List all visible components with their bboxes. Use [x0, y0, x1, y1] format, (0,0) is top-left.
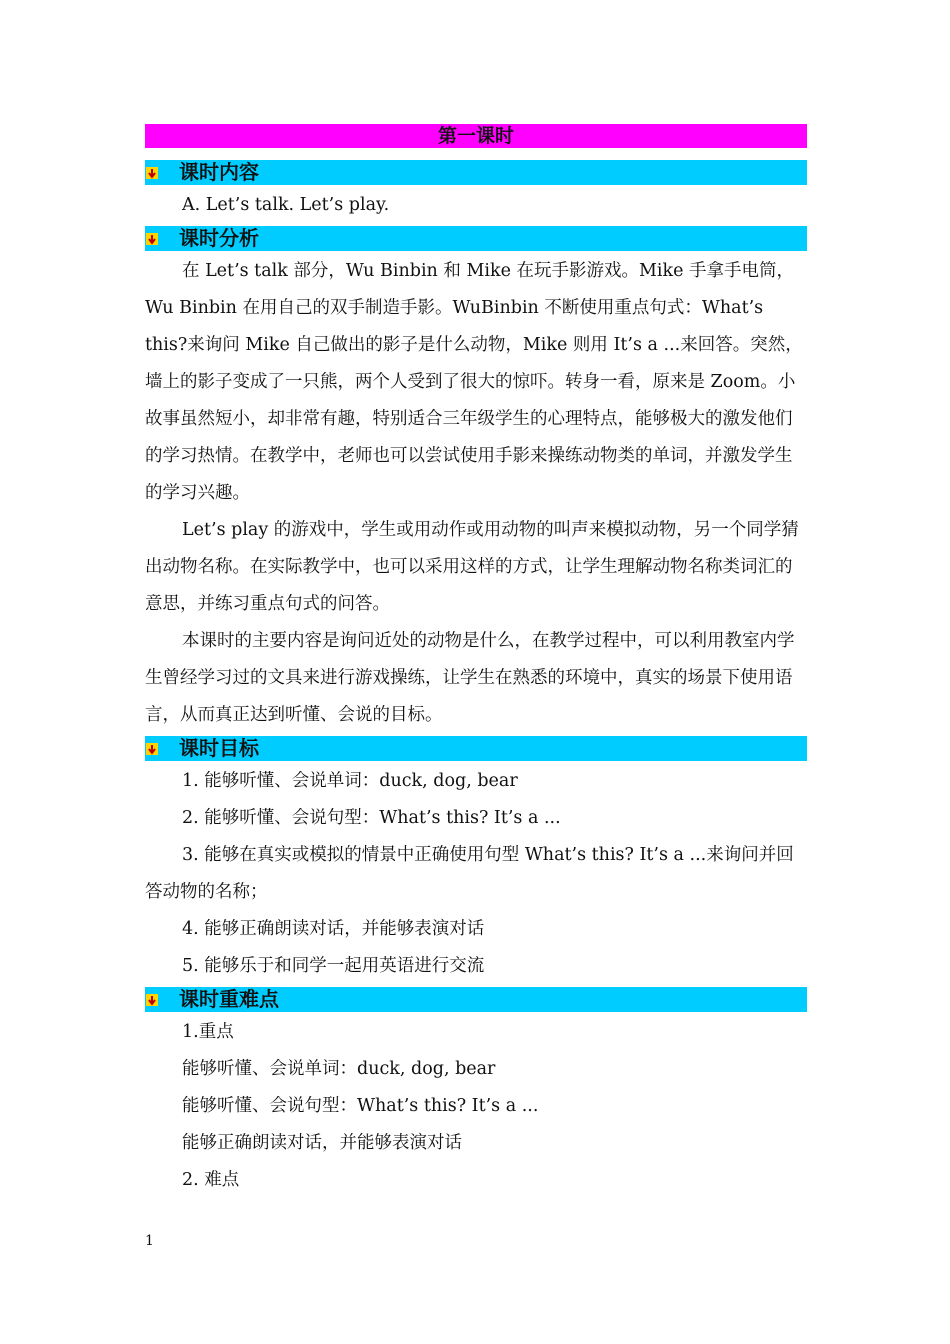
section-heading-content [145, 160, 807, 185]
section-heading-analysis [145, 226, 807, 251]
analysis-paragraph-1: 在 Let’s talk 部分，Wu Binbin 和 Mike 在玩手影游戏。Mike 手拿手电筒，Wu Binbin 在用自己的双手制造手影。WuBinbin 不断使用重点句式：What’s this?来询问 Mike 自己做出的影子是什么动物，Mike 则用 It’s a ...来回答。突然，墙上的影子变成了一只熊，两个人受到了很大的惊吓。转身一看，原来是 Zoom。小故事虽然短小，却非常有趣，特别适合三年级学生的心理特点，能够极大的激发他们的学习热情。在教学中，老师也可以尝试使用手影来操练动物类的单词，并激发学生的学习兴趣。 [145, 261, 803, 503]
section-heading-keypoints [145, 987, 807, 1012]
bullet-icon [145, 742, 159, 756]
goal-item: 1. 能够听懂、会说单词：duck, dog, bear [182, 771, 518, 791]
goal-item: 4. 能够正确朗读对话，并能够表演对话 [182, 919, 485, 939]
section-title: 课时目标 [179, 736, 259, 760]
key-label: 1.重点 [182, 1022, 234, 1042]
page-number: 1 [145, 1233, 154, 1249]
key-item: 能够听懂、会说句型：What’s this? It’s a ... [182, 1096, 539, 1116]
bullet-icon [145, 993, 159, 1007]
section-title: 课时分析 [179, 226, 259, 250]
section-title: 课时重难点 [179, 987, 279, 1011]
document-page [145, 124, 807, 1199]
section-heading-goals [145, 736, 807, 761]
section-title: 课时内容 [179, 160, 259, 184]
bullet-icon [145, 232, 159, 246]
goal-item: 2. 能够听懂、会说句型：What’s this? It’s a ... [182, 808, 561, 828]
analysis-paragraph-2: Let’s play 的游戏中，学生或用动作或用动物的叫声来模拟动物，另一个同学猜出动物名称。在实际教学中，也可以采用这样的方式，让学生理解动物名称类词汇的意思，并练习重点句式的问答。 [145, 520, 799, 614]
key-item: 能够正确朗读对话，并能够表演对话 [182, 1133, 462, 1153]
lesson-banner: 第一课时 [145, 124, 807, 148]
goal-item: 5. 能够乐于和同学一起用英语进行交流 [182, 956, 485, 976]
key-item: 能够听懂、会说单词：duck, dog, bear [182, 1059, 496, 1079]
difficult-label: 2. 难点 [182, 1170, 240, 1190]
content-text: A. Let’s talk. Let’s play. [182, 195, 390, 215]
bullet-icon [145, 166, 159, 180]
analysis-paragraph-3: 本课时的主要内容是询问近处的动物是什么，在教学过程中，可以利用教室内学生曾经学习过的文具来进行游戏操练，让学生在熟悉的环境中，真实的场景下使用语言，从而真正达到听懂、会说的目标。 [145, 631, 795, 725]
goal-item: 3. 能够在真实或模拟的情景中正确使用句型 What’s this? It’s a ...来询问并回答动物的名称； [145, 845, 794, 902]
